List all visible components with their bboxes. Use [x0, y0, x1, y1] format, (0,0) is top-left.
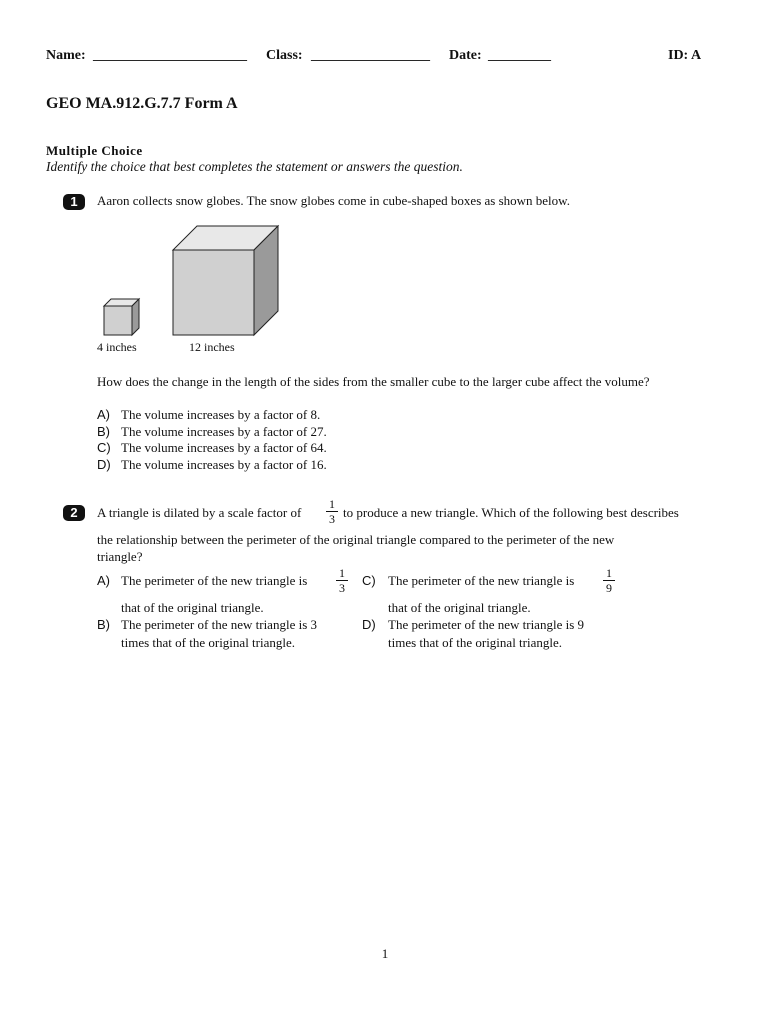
q2-choice-a-fraction-numerator: 1: [339, 566, 345, 580]
small-cube-figure: [104, 299, 139, 335]
cubes-figure: [96, 222, 286, 340]
q2-choice-b-letter[interactable]: B): [97, 617, 110, 632]
question-2-stem-after: to produce a new triangle. Which of the following best describes: [343, 505, 679, 520]
q1-choice-a-letter[interactable]: A): [97, 407, 110, 422]
q2-choice-d-letter[interactable]: D): [362, 617, 376, 632]
section-heading: Multiple Choice: [46, 143, 143, 158]
q2-choice-a-fraction-denominator: 3: [339, 581, 345, 595]
q2-choice-b-line1[interactable]: The perimeter of the new triangle is 3: [121, 617, 318, 632]
date-blank[interactable]: _________: [488, 48, 551, 63]
q2-choice-c-line2[interactable]: that of the original triangle.: [388, 600, 531, 615]
q2-choice-d-line1[interactable]: The perimeter of the new triangle is 9: [388, 617, 585, 632]
class-blank[interactable]: _________________: [311, 48, 430, 63]
q1-choice-d-letter[interactable]: D): [97, 457, 111, 472]
class-label: Class:: [266, 48, 303, 63]
question-1-stem: Aaron collects snow globes. The snow globes come in cube-shaped boxes as shown below.: [97, 193, 570, 208]
q1-choice-d-text[interactable]: The volume increases by a factor of 16.: [121, 457, 327, 472]
q2-choice-a-line2[interactable]: that of the original triangle.: [121, 600, 264, 615]
small-cube-label: 4 inches: [97, 340, 137, 354]
page-number: 1: [381, 946, 389, 961]
q1-choice-b-letter[interactable]: B): [97, 424, 110, 439]
question-2-fraction: [326, 498, 338, 525]
question-number-1: 1: [63, 194, 85, 210]
large-cube-figure: [173, 226, 278, 335]
name-blank[interactable]: ______________________: [93, 48, 247, 63]
id-label: ID: A: [668, 48, 702, 63]
question-2-fraction-numerator: 1: [329, 497, 335, 511]
q2-choice-d-line2[interactable]: times that of the original triangle.: [388, 635, 563, 650]
question-2-stem-before: A triangle is dilated by a scale factor of: [97, 505, 302, 520]
q1-choice-b-text[interactable]: The volume increases by a factor of 27.: [121, 424, 327, 439]
q2-choice-c-fraction-numerator: 1: [606, 566, 612, 580]
question-2-fraction-denominator: 3: [329, 512, 335, 526]
question-number-2: 2: [63, 505, 85, 521]
q2-choice-c-fraction: [603, 567, 615, 594]
q2-choice-c-fraction-denominator: 9: [606, 581, 612, 595]
date-label: Date:: [449, 48, 482, 63]
q2-choice-b-line2[interactable]: times that of the original triangle.: [121, 635, 296, 650]
question-2-stem-line3: triangle?: [97, 549, 143, 564]
q2-choice-c-letter[interactable]: C): [362, 573, 376, 588]
section-instructions: Identify the choice that best completes the statement or answers the question.: [46, 159, 463, 174]
large-cube-label: 12 inches: [189, 340, 235, 354]
q1-choice-c-letter[interactable]: C): [97, 440, 111, 455]
q2-choice-a-fraction: [336, 567, 348, 594]
question-2-stem-line2: the relationship between the perimeter of the original triangle compared to the perimeter of the new: [97, 532, 615, 547]
name-label: Name:: [46, 48, 86, 63]
q2-choice-c-line1[interactable]: The perimeter of the new triangle is: [388, 573, 575, 588]
q2-choice-a-letter[interactable]: A): [97, 573, 110, 588]
q2-choice-a-line1[interactable]: The perimeter of the new triangle is: [121, 573, 308, 588]
q1-choice-c-text[interactable]: The volume increases by a factor of 64.: [121, 440, 327, 455]
page-title: GEO MA.912.G.7.7 Form A: [46, 95, 238, 112]
question-1-prompt: How does the change in the length of the sides from the smaller cube to the larger cube affect the volume?: [97, 374, 650, 389]
q1-choice-a-text[interactable]: The volume increases by a factor of 8.: [121, 407, 321, 422]
